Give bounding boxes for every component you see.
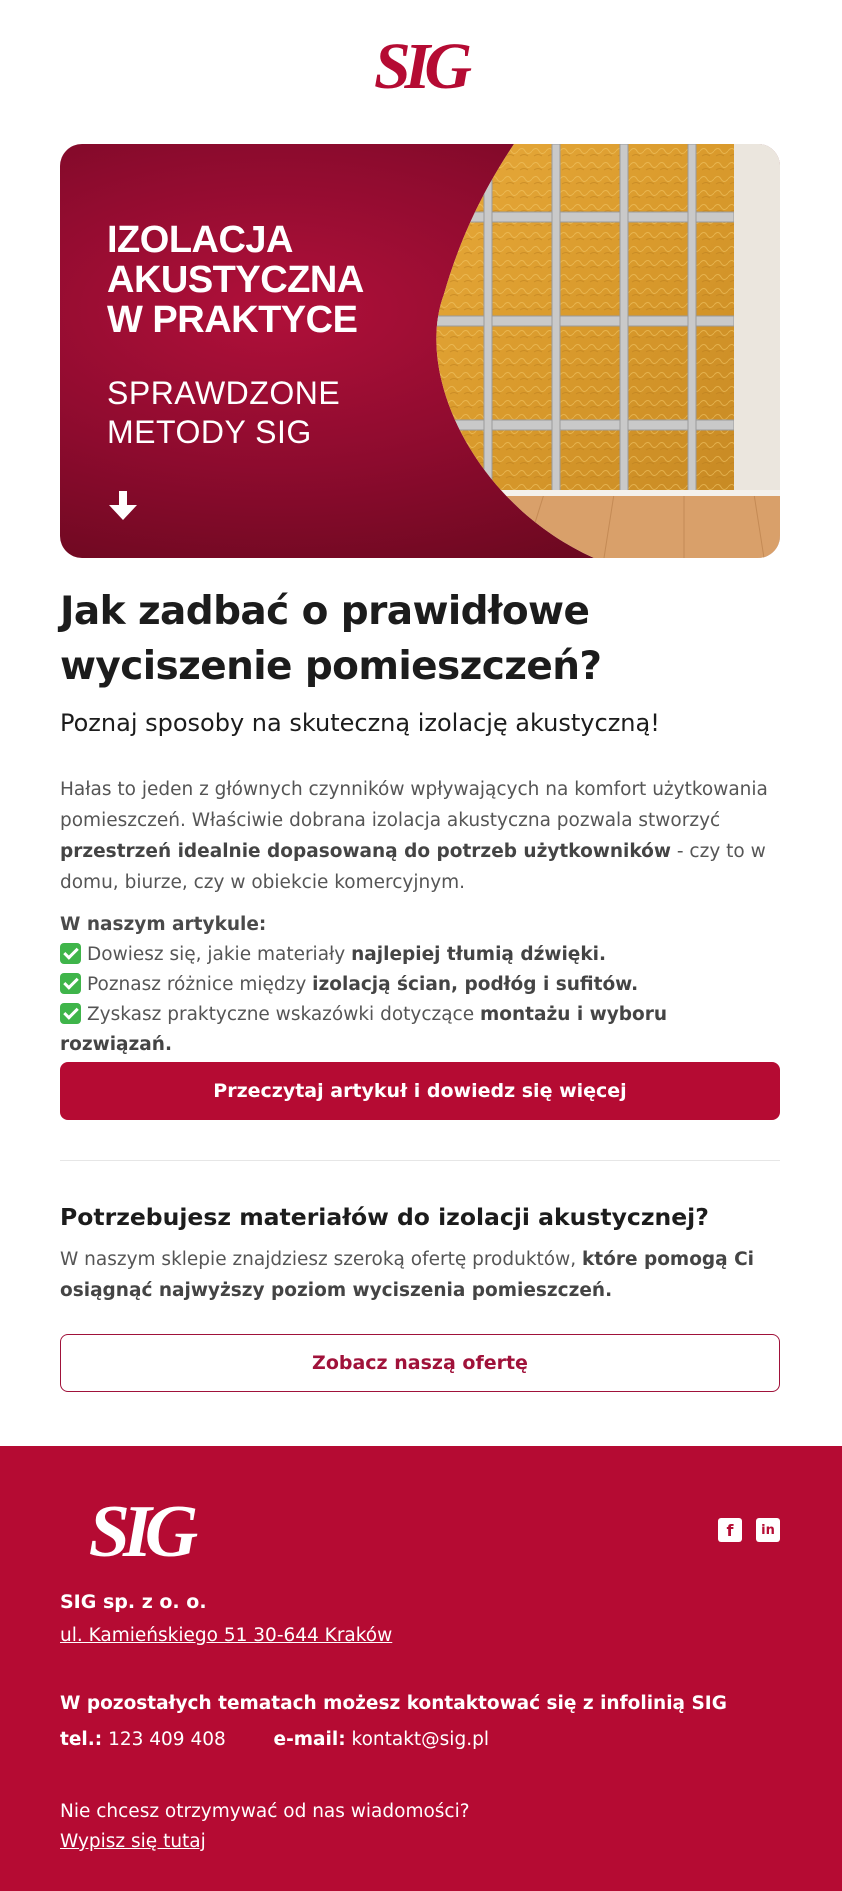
list-item [60, 940, 780, 970]
shop-section-text [60, 1244, 780, 1306]
footer-sig-logo[interactable] [60, 1498, 220, 1562]
company-name: SIG sp. z o. o. [60, 1591, 207, 1613]
footer [0, 1446, 842, 1891]
sig-logo-icon [60, 1498, 220, 1562]
article-highlights-list [60, 910, 780, 1060]
intro-bold-text: przestrzeń idealnie dopasowaną do potrzeb użytkowników [60, 841, 671, 862]
list-item [60, 1000, 780, 1060]
hero-subtitle [107, 374, 427, 452]
intro-text: - czy to w domu, biurze, czy w obiekcie komercyjnym. [60, 841, 766, 893]
phone-value[interactable]: 123 409 408 [108, 1729, 226, 1750]
facebook-icon[interactable]: f [718, 1518, 742, 1542]
shop-text-bold: które pomogą Ci osiągnąć najwyższy poziom wyciszenia pomieszczeń. [60, 1249, 754, 1301]
list-item-text: Dowiesz się, jakie materiały [87, 944, 352, 965]
hero-subtitle-line: SPRAWDZONE [107, 375, 341, 411]
list-item-text: Zyskasz praktyczne wskazówki dotyczące [87, 1004, 480, 1025]
insulation-wall-image [434, 144, 780, 558]
list-item-bold: izolacją ścian, podłóg i sufitów. [312, 974, 639, 995]
shop-section-title: Potrzebujesz materiałów do izolacji akustycznej? [60, 1203, 709, 1231]
svg-text:SIG: SIG [373, 36, 467, 94]
hero-title-line: W PRAKTYCE [107, 299, 358, 341]
read-article-button[interactable]: Przeczytaj artykuł i dowiedz się więcej [60, 1062, 780, 1120]
check-mark-icon [60, 973, 81, 994]
article-headline [60, 584, 780, 694]
intro-text: Hałas to jeden z głównych czynników wpływających na komfort użytkowania pomieszczeń. Właściwie dobrana izolacja akustyczna pozwala stworzyć [60, 779, 768, 831]
hero-title-line: AKUSTYCZNA [107, 259, 364, 301]
list-item-bold: montażu i wyboru rozwiązań. [60, 1004, 668, 1055]
email-value[interactable]: kontakt@sig.pl [351, 1729, 489, 1750]
phone-label: tel.: [60, 1729, 103, 1750]
company-address-link[interactable]: ul. Kamieńskiego 51 30-644 Kraków [60, 1625, 393, 1646]
article-intro [60, 774, 780, 898]
unsubscribe-question: Nie chcesz otrzymywać od nas wiadomości? [60, 1801, 470, 1822]
contact-row [60, 1726, 489, 1754]
svg-text:SIG: SIG [88, 1498, 192, 1562]
shop-text: W naszym sklepie znajdziesz szeroką ofertę produktów, [60, 1249, 582, 1270]
list-item-bold: najlepiej tłumią dźwięki. [351, 944, 607, 965]
list-item [60, 970, 780, 1000]
linkedin-icon[interactable]: in [756, 1518, 780, 1542]
hero-subtitle-line: METODY SIG [107, 414, 312, 450]
list-title: W naszym artykule: [60, 914, 267, 935]
hero-banner[interactable] [60, 144, 780, 558]
see-offer-button[interactable]: Zobacz naszą ofertę [60, 1334, 780, 1392]
check-mark-icon [60, 1003, 81, 1024]
sig-logo[interactable] [348, 36, 493, 94]
check-mark-icon [60, 943, 81, 964]
sig-logo-icon [348, 36, 493, 94]
hero-title-line: IZOLACJA [107, 219, 293, 261]
headline-line: Jak zadbać o prawidłowe [60, 589, 590, 634]
list-item-text: Poznasz różnice między [87, 974, 313, 995]
article-subheadline: Poznaj sposoby na skuteczną izolację akustyczną! [60, 709, 660, 737]
contact-title: W pozostałych tematach możesz kontaktować się z infolinią SIG [60, 1693, 727, 1714]
hero-title [107, 220, 427, 340]
unsubscribe-link[interactable]: Wypisz się tutaj [60, 1831, 206, 1852]
headline-line: wyciszenie pomieszczeń? [60, 644, 602, 689]
section-divider [60, 1160, 780, 1161]
email-label: e-mail: [273, 1729, 346, 1750]
arrow-down-icon [106, 489, 140, 523]
